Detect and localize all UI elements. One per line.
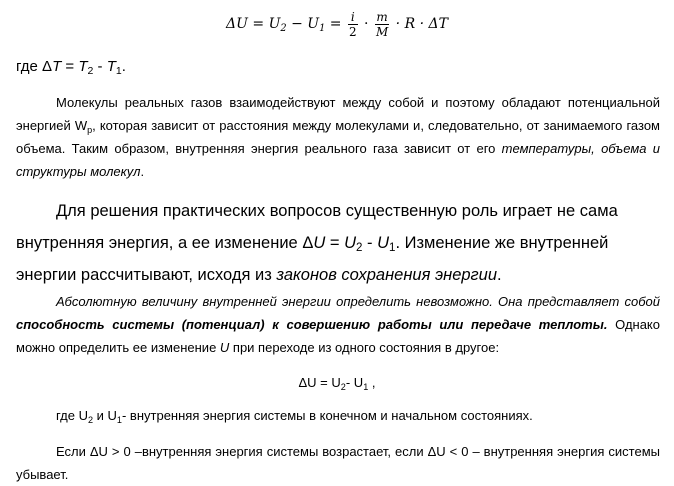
delta-t-definition: где $\Delta T = T_2 - T_1$. bbox=[16, 58, 126, 77]
fraction-i-over-2: $\frac{i}{2}$ bbox=[348, 9, 357, 39]
internal-energy-formula: $\Delta U = U_2 - U_1$ = $\frac{i}{2}$ · $\frac{m}{M}$ · R · ΔT bbox=[226, 9, 448, 39]
energy-change-paragraph: Для решения практических вопросов существенную роль играет не сама внутренняя энергия, а ее изменение $\Delta U = U_2 - U_1$. Изменение же внутренней энергии рассчитывают, исходя из законов сохранения энергии. bbox=[16, 202, 618, 284]
fraction-m-over-M: $\frac{m}{M}$ bbox=[375, 9, 389, 39]
delta-u-sign-paragraph: Если ΔU > 0 –внутренняя энергия системы возрастает, если ΔU < 0 – внутренняя энергия системы убывает. bbox=[16, 444, 660, 482]
u-states-definition: где $U_2$ и $U_1-$ внутренняя энергия системы в конечном и начальном состояниях. bbox=[56, 408, 533, 425]
delta-u-formula: $\Delta U = U_2-$ $U_1$ , bbox=[298, 375, 376, 392]
real-gas-paragraph: Молекулы реальных газов взаимодействуют между собой и поэтому обладают потенциальной энергией $W_p$, которая зависит от расстояния между молекулами и, следовательно, от занимаемого газом объема. Таким образом, внутренняя энергия реального газа зависит от его температуры, объема и структуры молекул. bbox=[16, 95, 660, 179]
absolute-energy-paragraph: Абсолютную величину внутренней энергии определить невозможно. Она представляет собой способность системы (потенциал) к совершению работы или передаче теплоты. Однако можно определить ее изменение U при переходе из одного состояния в другое: bbox=[16, 294, 660, 355]
